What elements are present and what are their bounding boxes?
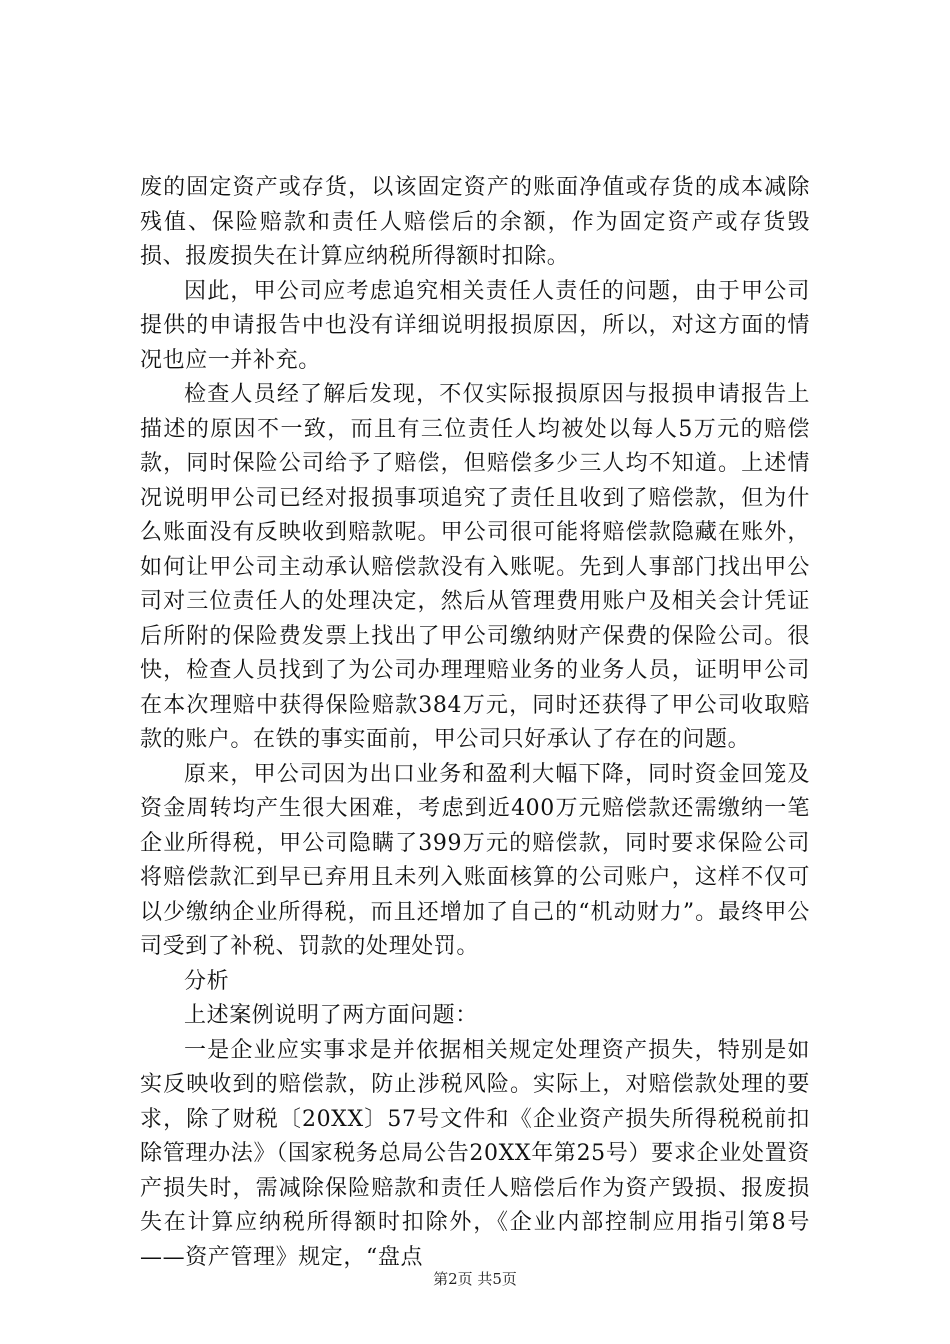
paragraph-3: 检查人员经了解后发现，不仅实际报损原因与报损申请报告上描述的原因不一致，而且有三位责任人均被处以每人5万元的赔偿款，同时保险公司给予了赔偿，但赔偿多少三人均不知道。上述情况说明甲公司已经对报损事项追究了责任且收到了赔偿款，但为什么账面没有反映收到赔款呢。甲公司很可能将赔偿款隐藏在账外，如何让甲公司主动承认赔偿款没有入账呢。先到人事部门找出甲公司对三位责任人的处理决定，然后从管理费用账户及相关会计凭证后所附的保险费发票上找出了甲公司缴纳财产保费的保险公司。很快，检查人员找到了为公司办理理赔业务的业务人员，证明甲公司在本次理赔中获得保险赔款384万元，同时还获得了甲公司收取赔款的账户。在铁的事实面前，甲公司只好承认了存在的问题。 [140,382,810,752]
section-heading-analysis: 分析 [184,968,230,994]
document-body [140,171,810,1275]
paragraph-4: 原来，甲公司因为出口业务和盈利大幅下降，同时资金回笼及资金周转均产生很大困难，考虑到近400万元赔偿款还需缴纳一笔企业所得税，甲公司隐瞒了399万元的赔偿款，同时要求保险公司将赔偿款汇到早已弃用且未列入账面核算的公司账户，这样不仅可以少缴纳企业所得税，而且还增加了自己的“机动财力”。最终甲公司受到了补税、罚款的处理处罚。 [140,761,810,959]
paragraph-1: 废的固定资产或存货，以该固定资产的账面净值或存货的成本减除残值、保险赔款和责任人赔偿后的余额，作为固定资产或存货毁损、报废损失在计算应纳税所得额时扣除。 [140,175,810,269]
paragraph-2: 因此，甲公司应考虑追究相关责任人责任的问题，由于甲公司提供的申请报告中也没有详细说明报损原因，所以，对这方面的情况也应一并补充。 [140,278,810,373]
paragraph-6: 上述案例说明了两方面问题： [184,1003,478,1028]
paragraph-7: 一是企业应实事求是并依据相关规定处理资产损失，特别是如实反映收到的赔偿款，防止涉税风险。实际上，对赔偿款处理的要求，除了财税〔20XX〕57号文件和《企业资产损失所得税税前扣除管理办法》（国家税务总局公告20XX年第25号）要求企业处置资产损失时，需减除保险赔款和责任人赔偿后作为资产毁损、报废损失在计算应纳税所得额时扣除外，《企业内部控制应用指引第8号——资产管理》规定，“盘点 [140,1037,810,1270]
page-footer: 第2页 共5页 [433,1270,517,1288]
